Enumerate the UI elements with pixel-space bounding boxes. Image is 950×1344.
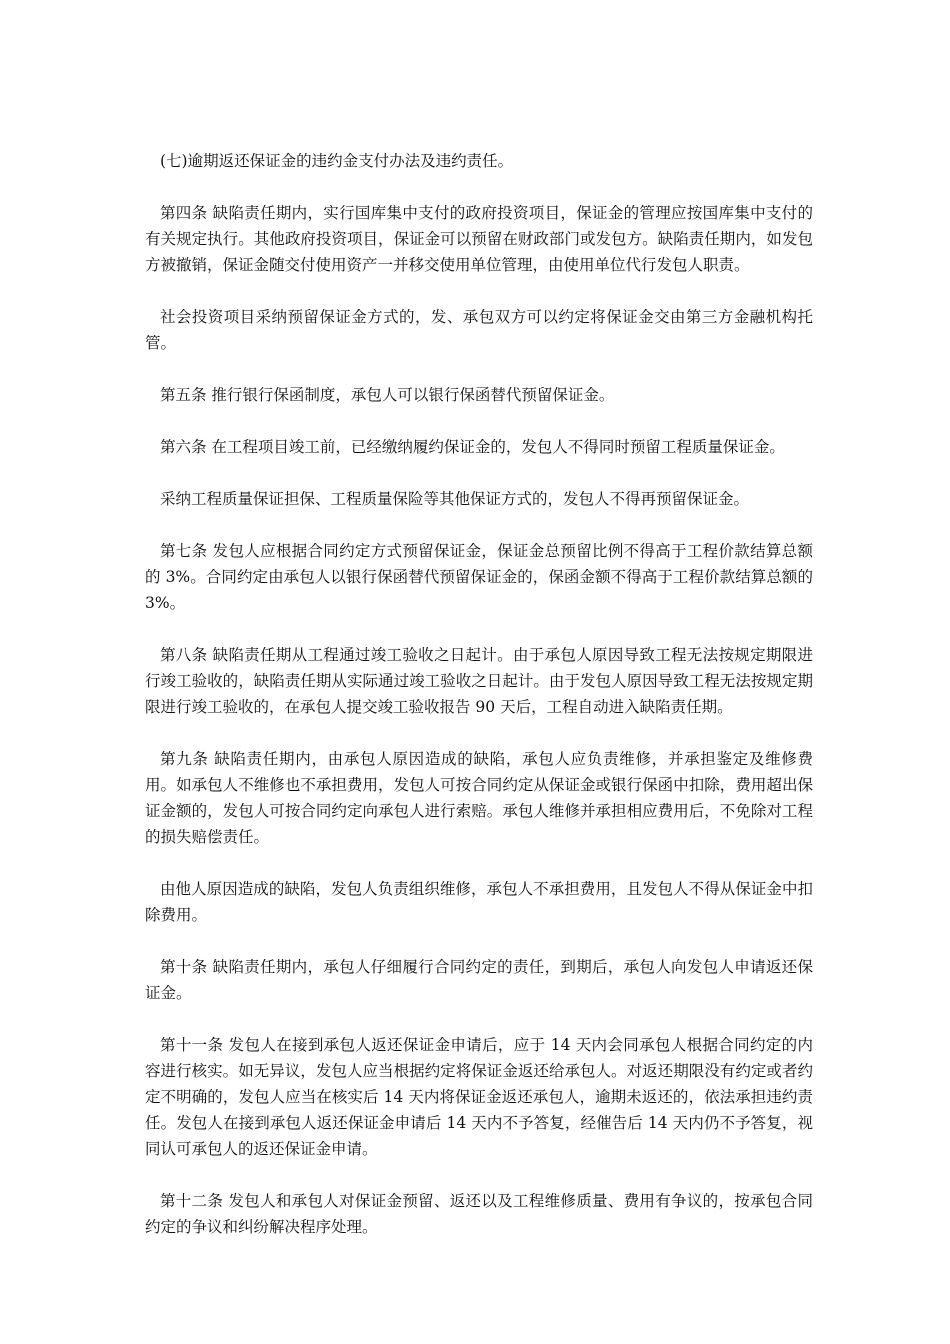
article-4-paragraph: 第四条 缺陷责任期内，实行国库集中支付的政府投资项目，保证金的管理应按国库集中支付的有关规定执行。其他政府投资项目，保证金可以预留在财政部门或发包方。缺陷责任期内，如发包方被撤销，保证金随交付使用资产一并移交使用单位管理，由使用单位代行发包人职责。 bbox=[145, 204, 813, 274]
article-12-paragraph: 第十二条 发包人和承包人对保证金预留、返还以及工程维修质量、费用有争议的，按承包合同约定的争议和纠纷解决程序处理。 bbox=[145, 1192, 813, 1236]
article-5-paragraph: 第五条 推行银行保函制度，承包人可以银行保函替代预留保证金。 bbox=[160, 386, 615, 404]
article-6-paragraph: 第六条 在工程项目竣工前，已经缴纳履约保证金的，发包人不得同时预留工程质量保证金。 bbox=[160, 438, 785, 456]
article-9-paragraph-2: 由他人原因造成的缺陷，发包人负责组织维修，承包人不承担费用，且发包人不得从保证金中扣除费用。 bbox=[145, 880, 813, 924]
article-9-paragraph: 第九条 缺陷责任期内，由承包人原因造成的缺陷，承包人应负责维修，并承担鉴定及维修费用。如承包人不维修也不承担费用，发包人可按合同约定从保证金或银行保函中扣除，费用超出保证金额的，发包人可按合同约定向承包人进行索赔。承包人维修并承担相应费用后，不免除对工程的损失赔偿责任。 bbox=[145, 750, 813, 846]
article-11-paragraph: 第十一条 发包人在接到承包人返还保证金申请后，应于 14 天内会同承包人根据合同约定的内容进行核实。如无异议，发包人应当根据约定将保证金返还给承包人。对返还期限没有约定或者约定不明确的，发包人应当在核实后 14 天内将保证金返还承包人，逾期未返还的，依法承担违约责任。发包人在接到承包人返还保证金申请后 14 天内不予答复，经催告后 14 天内仍不予答复，视同认可承包人的返还保证金申请。 bbox=[145, 1036, 813, 1158]
document-body bbox=[145, 148, 813, 1266]
article-8-paragraph: 第八条 缺陷责任期从工程通过竣工验收之日起计。由于承包人原因导致工程无法按规定期限进行竣工验收的，缺陷责任期从实际通过竣工验收之日起计。由于发包人原因导致工程无法按规定期限进行竣工验收的，在承包人提交竣工验收报告 90 天后，工程自动进入缺陷责任期。 bbox=[145, 646, 813, 716]
paragraph-item-7: (七)逾期返还保证金的违约金支付办法及违约责任。 bbox=[160, 152, 514, 170]
article-10-paragraph: 第十条 缺陷责任期内，承包人仔细履行合同约定的责任，到期后，承包人向发包人申请返还保证金。 bbox=[145, 958, 813, 1002]
article-6-paragraph-2: 采纳工程质量保证担保、工程质量保险等其他保证方式的，发包人不得再预留保证金。 bbox=[160, 490, 750, 508]
article-4-paragraph-2: 社会投资项目采纳预留保证金方式的，发、承包双方可以约定将保证金交由第三方金融机构托管。 bbox=[145, 308, 813, 352]
article-7-paragraph: 第七条 发包人应根据合同约定方式预留保证金，保证金总预留比例不得高于工程价款结算总额的 3%。合同约定由承包人以银行保函替代预留保证金的，保函金额不得高于工程价款结算总额的 3%。 bbox=[145, 542, 813, 612]
